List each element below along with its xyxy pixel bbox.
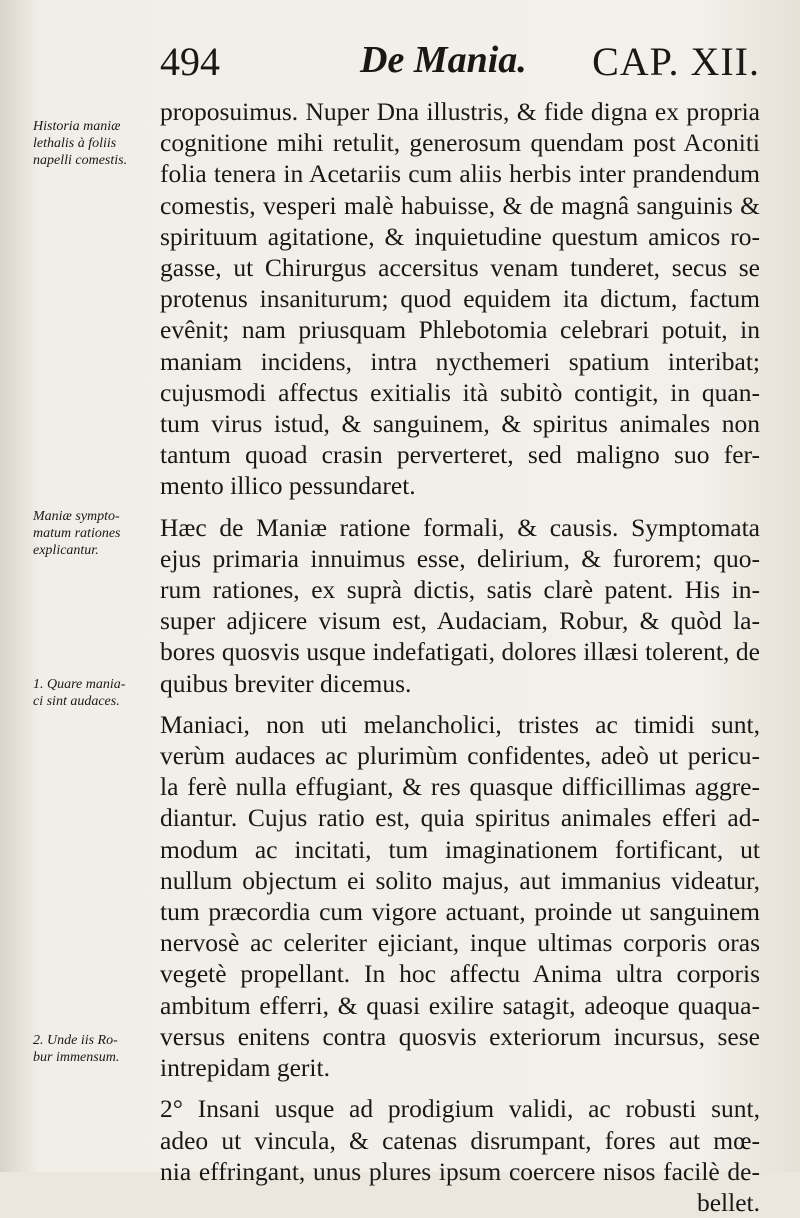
text-line: maniam incidens, intra nycthemeri spatium interibat; [160, 346, 760, 376]
text-line: bellet. [696, 1187, 760, 1217]
margin-note-line: napelli comestis. [33, 153, 128, 168]
paragraph-robur [160, 1093, 760, 1218]
text-line: cognitione mihi retulit, generosum quendam post Aconiti [160, 128, 760, 158]
margin-note-line: matum rationes [33, 526, 121, 541]
text-line: intrepidam gerit. [160, 1053, 330, 1083]
text-line: 2° Insani usque ad prodigium validi, ac robusti sunt, [160, 1094, 760, 1124]
text-line: evênit; nam priusquam Phlebotomia celebrari potuit, in [160, 315, 760, 345]
page-header [160, 38, 760, 94]
text-line: ejus primaria innuimus esse, delirium, & furorem; quo- [160, 543, 760, 573]
margin-note-audaces [33, 676, 158, 710]
text-line: super adjicere visum est, Audaciam, Robur, & quòd la- [160, 606, 760, 636]
text-line: comestis, vesperi malè habuisse, & de magnâ sanguinis & [160, 190, 760, 220]
paragraph-historia [160, 96, 760, 502]
page-number: 494 [160, 39, 220, 84]
text-line: adeo ut vincula, & catenas disrumpant, fores aut mœ- [160, 1125, 760, 1155]
text-line: tum virus istud, & sanguinem, & spiritus animales non [160, 409, 760, 439]
chapter-label: CAP. XII. [592, 39, 760, 84]
text-line: nia effringant, unus plures ipsum coercere nisos facilè de- [160, 1156, 760, 1186]
text-line: rum rationes, ex suprà dictis, satis clarè patent. His in- [160, 575, 760, 605]
text-line: gasse, ut Chirurgus accersitus venam tunderet, secus se [160, 253, 760, 283]
text-line: protenus insaniturum; quod equidem ita dictum, factum [160, 284, 760, 314]
text-line: folia tenera in Acetariis cum aliis herbis inter prandendum [160, 159, 760, 189]
text-line: Maniaci, non uti melancholici, tristes ac timidi sunt, [160, 709, 760, 739]
text-line: bores quosvis usque indefatigati, dolores illæsi tolerent, de [160, 637, 760, 667]
text-line: proposuimus. Nuper Dna illustris, & fide digna ex propria [160, 97, 760, 126]
margin-note-line: bur immensum. [33, 1050, 120, 1065]
text-line: tantum quoad crasin perverteret, sed maligno suo fer- [160, 440, 760, 470]
paragraph-symptomata [160, 512, 760, 699]
margin-note-line: explicantur. [33, 543, 99, 558]
margin-note-line: 1. Quare mania- [33, 677, 126, 692]
margin-note-line: 2. Unde iis Ro- [33, 1033, 118, 1048]
text-line: versus enitens contra quosvis exteriorum incursus, sese [160, 1021, 760, 1051]
text-line: mento illico pessundaret. [160, 471, 416, 501]
text-line: verùm audaces ac plurimùm confidentes, adeò ut pericu- [160, 741, 760, 771]
text-line: cujusmodi affectus exitialis ità subitò contigit, in quan- [160, 377, 760, 407]
margin-note-robur [33, 1032, 158, 1066]
text-line: modum ac incitati, tum imaginationem fortificant, ut [160, 834, 760, 864]
paragraph-audaces [160, 709, 760, 1083]
margin-note-historia [33, 118, 158, 169]
text-line: la ferè nulla effugiant, & res quasque difficillimas aggre- [160, 772, 760, 802]
text-line: spirituum agitatione, & inquietudine questum amicos ro- [160, 221, 760, 251]
text-line: diantur. Cujus ratio est, quia spiritus animales efferi ad- [160, 803, 760, 833]
body-text [160, 96, 760, 1218]
text-line: tum præcordia cum vigore actuant, proinde ut sanguinem [160, 897, 760, 927]
text-line: vegetè propellant. In hoc affectu Anima ultra corporis [160, 959, 760, 989]
text-line: quibus breviter dicemus. [160, 668, 412, 698]
margin-note-line: Maniæ sympto- [33, 509, 120, 524]
text-line: nervosè ac celeriter ejiciant, inque ultimas corporis oras [160, 928, 760, 958]
margin-note-line: Historia maniæ [33, 119, 121, 134]
text-line: Hæc de Maniæ ratione formali, & causis. Symptomata [160, 512, 760, 542]
margin-note-symptomata [33, 508, 158, 559]
margin-note-line: lethalis à foliis [33, 136, 117, 151]
running-title: De Mania. [360, 39, 527, 81]
text-line: nullum objectum ei solito majus, aut immanius videatur, [160, 865, 760, 895]
text-line: ambitum efferri, & quasi exilire satagit, adeoque quaqua- [160, 990, 760, 1020]
margin-note-line: ci sint audaces. [33, 694, 120, 709]
